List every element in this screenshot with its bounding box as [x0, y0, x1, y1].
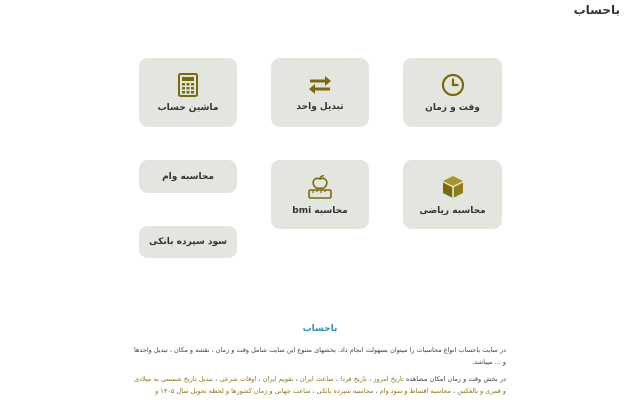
- card-label: محاسبه وام: [162, 171, 214, 182]
- site-logo[interactable]: باحساب: [573, 3, 620, 17]
- clock-icon: [441, 73, 465, 97]
- link-iran-calendar[interactable]: تقویم ایران: [262, 375, 294, 383]
- scale-apple-icon: [307, 174, 333, 200]
- card-time-date[interactable]: [403, 58, 502, 127]
- link-tomorrow-date[interactable]: تاریخ فردا: [340, 375, 367, 383]
- link-world-time[interactable]: ساعت جهانی و زمان کشورها و لحظه تحویل سال ۱۴۰۵ و: [155, 386, 311, 395]
- link-iran-time[interactable]: ساعت ایران: [299, 375, 334, 383]
- paragraph-text: در بخش وقت و زمان امکان مشاهده: [403, 375, 506, 383]
- cube-icon: [440, 174, 466, 200]
- card-label: تبدیل واحد: [296, 101, 344, 112]
- card-calculator[interactable]: [139, 58, 237, 127]
- about-paragraph-links: در بخش وقت و زمان امکان مشاهده تاریخ امروز ، تاریخ فردا ، ساعت ایران ، تقویم ایران ، اوقات شرعی ، تبدیل تاریخ شمسی به میلادی و قمری و بالعکس ، محاسبه اقساط و سود وام ، محاسبه سپرده بانکی ، ساعت جهانی و زمان کشورها و لحظه تحویل سال ۱۴۰۵ و: [134, 375, 506, 395]
- link-deposit-calc[interactable]: محاسبه سپرده بانکی: [316, 386, 374, 395]
- card-label: ماشین حساب: [157, 102, 219, 113]
- about-title: باحساب: [302, 324, 338, 334]
- swap-arrows-icon: [307, 74, 333, 96]
- card-label: وقت و زمان: [425, 102, 480, 113]
- link-date-conversion[interactable]: تبدیل تاریخ شمسی به میلادی و قمری و بالعکس: [134, 375, 506, 395]
- card-math[interactable]: [403, 160, 502, 229]
- card-loan[interactable]: [139, 160, 237, 193]
- card-label: سود سپرده بانکی: [149, 237, 227, 247]
- link-loan-calc[interactable]: محاسبه اقساط و سود وام: [379, 386, 451, 395]
- calculator-icon: [178, 73, 198, 97]
- card-bank-deposit[interactable]: [139, 226, 237, 258]
- card-bmi[interactable]: [271, 160, 369, 229]
- card-label: محاسبه ریاضی: [419, 205, 486, 216]
- about-paragraph: در سایت باحساب انواع محاسبات را میتوان بسهولت انجام داد. بخشهای متنوع این سایت شامل وقت و زمان ، نقشه و مکان ، تبدیل واحدها و ... میباشد.: [134, 346, 506, 366]
- card-unit-conversion[interactable]: [271, 58, 369, 127]
- link-today-date[interactable]: تاریخ امروز: [373, 375, 404, 383]
- link-prayer-times[interactable]: اوقات شرعی: [219, 375, 257, 383]
- card-label: محاسبه bmi: [292, 205, 348, 216]
